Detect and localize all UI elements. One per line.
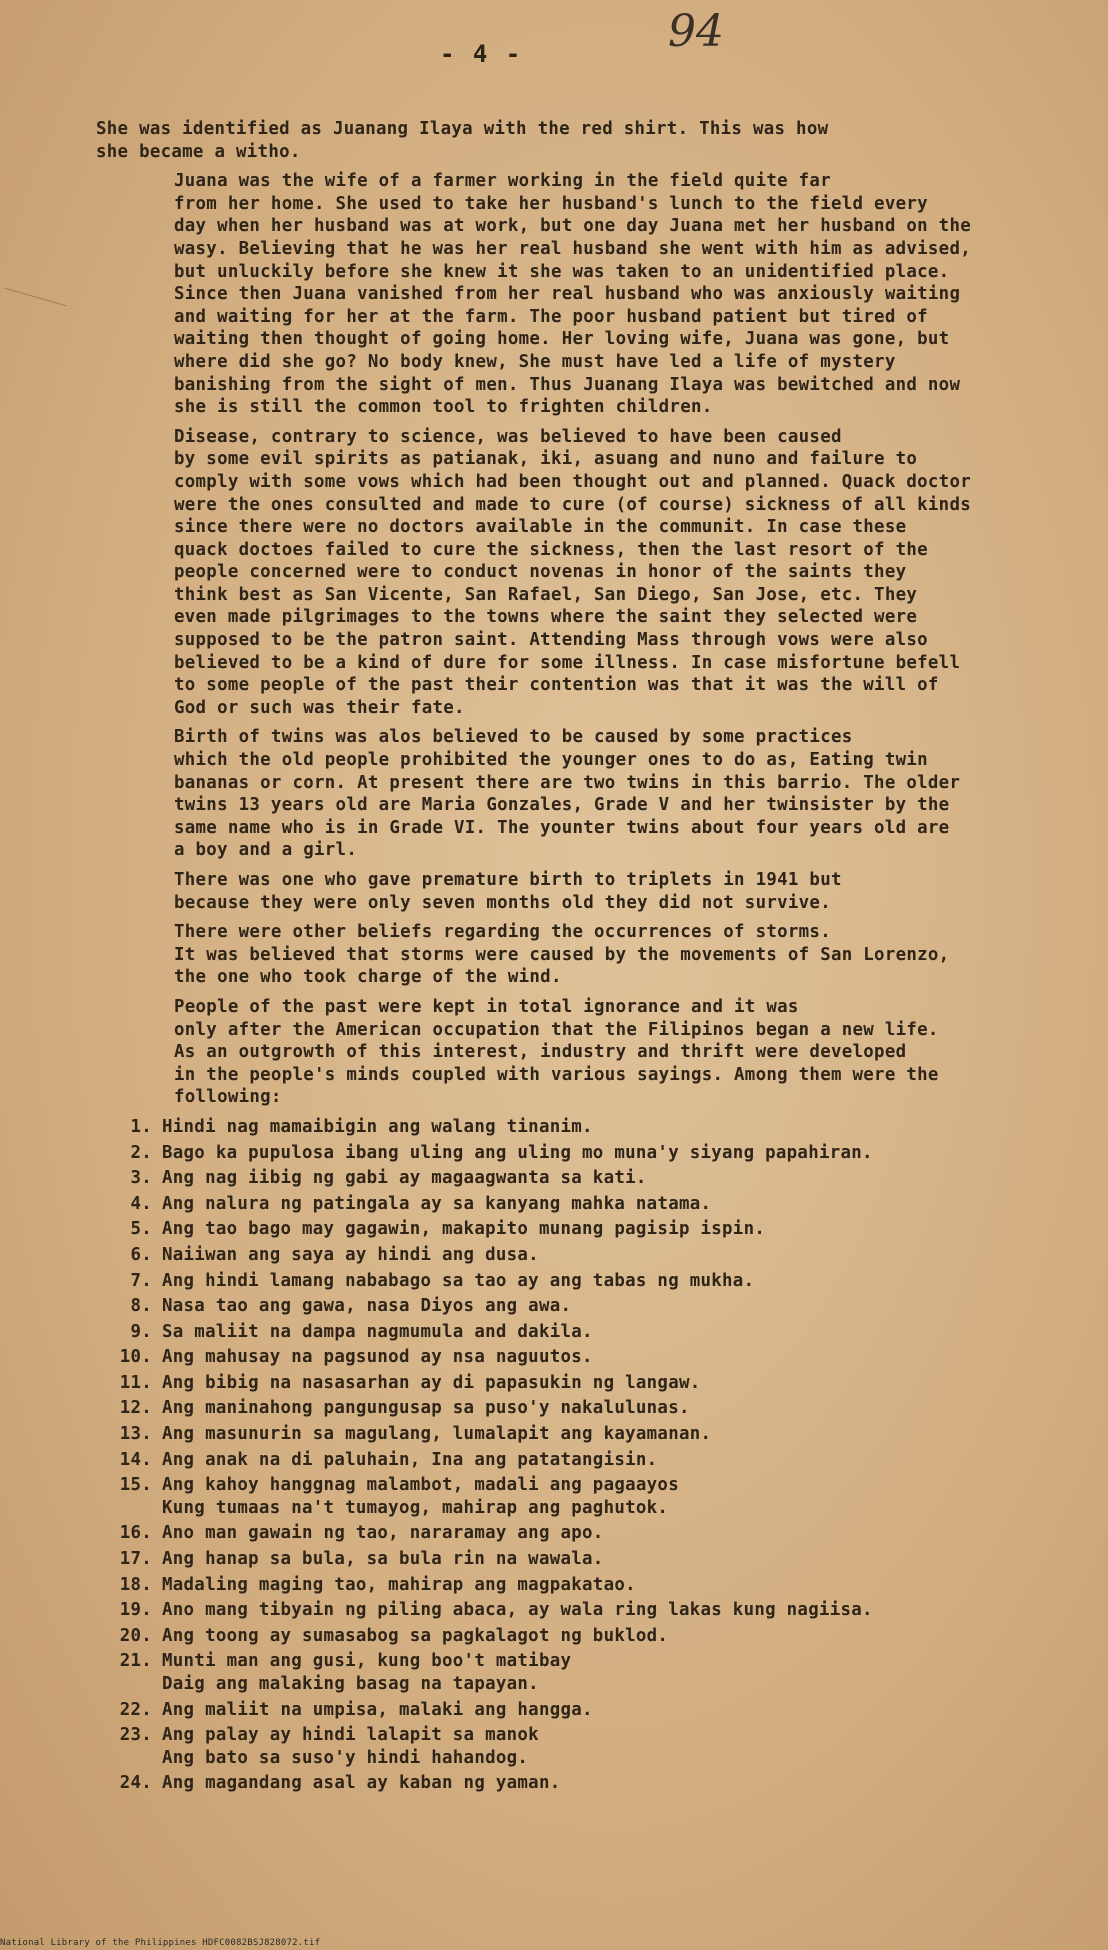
saying-text [162, 1193, 1034, 1216]
page-number: - 4 - [440, 40, 523, 68]
saying-text [162, 1574, 1034, 1597]
text-line: It was believed that storms were caused by the movements of San Lorenzo, [174, 944, 950, 965]
saying-line: Bago ka pupulosa ibang uling ang uling mo muna'y siyang papahiran. [162, 1142, 873, 1163]
saying-item [96, 1599, 1034, 1622]
saying-text [162, 1724, 1034, 1769]
text-line: she is still the common tool to frighten children. [174, 397, 713, 418]
saying-text [162, 1295, 1034, 1318]
saying-number: 8. [130, 1296, 152, 1317]
text-line: a boy and a girl. [174, 840, 358, 861]
text-line: As an outgrowth of this interest, industry and thrift were developed [174, 1042, 907, 1063]
saying-line: Ang bibig na nasasarhan ay di papasukin ng langaw. [162, 1372, 701, 1393]
saying-item [96, 1423, 1034, 1446]
text-line: she became a witho. [96, 141, 301, 162]
margin-mark [0, 288, 66, 332]
text-line: people concerned were to conduct novenas in honor of the saints they [174, 562, 907, 583]
saying-number: 24. [119, 1773, 152, 1794]
saying-number: 10. [119, 1347, 152, 1368]
sayings-list [96, 1116, 1034, 1795]
saying-text [162, 1650, 1034, 1695]
saying-item [96, 1449, 1034, 1472]
text-line: Juana was the wife of a farmer working in the field quite far [174, 171, 831, 192]
saying-item [96, 1548, 1034, 1571]
saying-text [162, 1449, 1034, 1472]
text-line: Since then Juana vanished from her real husband who was anxiously waiting [174, 284, 961, 305]
text-line: Disease, contrary to science, was believed to have been caused [174, 426, 842, 447]
saying-line: Hindi nag mamaibigin ang walang tinanim. [162, 1116, 593, 1137]
text-line: think best as San Vicente, San Rafael, San Diego, San Jose, etc. They [174, 584, 918, 605]
saying-item [96, 1321, 1034, 1344]
saying-item [96, 1295, 1034, 1318]
saying-item [96, 1650, 1034, 1695]
saying-line: Ano man gawain ng tao, nararamay ang apo. [162, 1523, 604, 1544]
saying-text [162, 1270, 1034, 1293]
text-line: because they were only seven months old they did not survive. [174, 892, 831, 913]
saying-text [162, 1548, 1034, 1571]
saying-number: 2. [130, 1142, 152, 1163]
paragraph [96, 426, 1034, 720]
saying-item [96, 1193, 1034, 1216]
text-line: where did she go? No body knew, She must have led a life of mystery [174, 351, 896, 372]
saying-number: 12. [119, 1398, 152, 1419]
text-line: in the people's minds coupled with various sayings. Among them were the [174, 1064, 939, 1085]
saying-text [162, 1625, 1034, 1648]
saying-text [162, 1218, 1034, 1241]
text-line: banishing from the sight of men. Thus Juanang Ilaya was bewitched and now [174, 374, 961, 395]
saying-text [162, 1244, 1034, 1267]
text-line: same name who is in Grade VI. The younter twins about four years old are [174, 817, 950, 838]
saying-text [162, 1423, 1034, 1446]
saying-item [96, 1574, 1034, 1597]
text-line: even made pilgrimages to the towns where the saint they selected were [174, 607, 918, 628]
text-line: following: [174, 1087, 282, 1108]
saying-number: 23. [119, 1725, 152, 1746]
text-line: but unluckily before she knew it she was taken to an unidentified place. [174, 261, 950, 282]
saying-text [162, 1599, 1034, 1622]
saying-text [162, 1116, 1034, 1139]
saying-number: 11. [119, 1372, 152, 1393]
saying-number: 13. [119, 1424, 152, 1445]
saying-line: Ang anak na di paluhain, Ina ang patatangisin. [162, 1449, 658, 1470]
paragraph [96, 118, 1034, 163]
paragraph [96, 170, 1034, 419]
text-line: to some people of the past their contention was that it was the will of [174, 675, 939, 696]
saying-item [96, 1474, 1034, 1519]
text-line: twins 13 years old are Maria Gonzales, Grade V and her twinsister by the [174, 795, 950, 816]
saying-number: 1. [130, 1116, 152, 1137]
saying-item [96, 1142, 1034, 1165]
paragraph [96, 996, 1034, 1109]
text-line: wasy. Believing that he was her real husband she went with him as advised, [174, 238, 971, 259]
saying-text [162, 1397, 1034, 1420]
saying-number: 5. [130, 1219, 152, 1240]
saying-number: 9. [130, 1321, 152, 1342]
paragraph [96, 921, 1034, 989]
saying-text [162, 1372, 1034, 1395]
saying-line: Ang maliit na umpisa, malaki ang hangga. [162, 1699, 593, 1720]
saying-line: Kung tumaas na't tumayog, mahirap ang paghutok. [162, 1497, 669, 1518]
saying-number: 18. [119, 1574, 152, 1595]
text-line: since there were no doctors available in the communit. In case these [174, 517, 907, 538]
saying-line: Ang masunurin sa magulang, lumalapit ang kayamanan. [162, 1424, 712, 1445]
saying-item [96, 1346, 1034, 1369]
saying-line: Ang bato sa suso'y hindi hahandog. [162, 1747, 529, 1768]
saying-number: 14. [119, 1449, 152, 1470]
footer-source: National Library of the Philippines HDFC0082BSJ828072.tif [0, 1938, 321, 1948]
saying-line: Ang kahoy hanggnag malambot, madali ang pagaayos [162, 1475, 679, 1496]
saying-item [96, 1244, 1034, 1267]
saying-number: 16. [119, 1523, 152, 1544]
text-line: which the old people prohibited the younger ones to do as, Eating twin [174, 750, 928, 771]
saying-text [162, 1772, 1034, 1795]
saying-line: Munti man ang gusi, kung boo't matibay [162, 1651, 572, 1672]
text-line: were the ones consulted and made to cure (of course) sickness of all kinds [174, 494, 971, 515]
saying-text [162, 1321, 1034, 1344]
saying-item [96, 1724, 1034, 1769]
saying-line: Ang nalura ng patingala ay sa kanyang mahka natama. [162, 1193, 712, 1214]
text-line: quack doctoes failed to cure the sickness, then the last resort of the [174, 539, 928, 560]
saying-item [96, 1522, 1034, 1545]
text-line: Birth of twins was alos believed to be caused by some practices [174, 727, 853, 748]
saying-number: 7. [130, 1270, 152, 1291]
saying-item [96, 1167, 1034, 1190]
saying-line: Naiiwan ang saya ay hindi ang dusa. [162, 1244, 539, 1265]
saying-number: 15. [119, 1475, 152, 1496]
text-line: bananas or corn. At present there are two twins in this barrio. The older [174, 772, 961, 793]
text-line: believed to be a kind of dure for some illness. In case misfortune befell [174, 652, 961, 673]
saying-number: 20. [119, 1625, 152, 1646]
saying-item [96, 1218, 1034, 1241]
saying-line: Madaling maging tao, mahirap ang magpakatao. [162, 1574, 636, 1595]
saying-line: Sa maliit na dampa nagmumula and dakila. [162, 1321, 593, 1342]
handwritten-page-number: 94 [668, 6, 724, 57]
saying-number: 4. [130, 1193, 152, 1214]
saying-number: 17. [119, 1549, 152, 1570]
text-line: There was one who gave premature birth to triplets in 1941 but [174, 870, 842, 890]
saying-text [162, 1699, 1034, 1722]
saying-line: Ang palay ay hindi lalapit sa manok [162, 1725, 539, 1746]
text-line: People of the past were kept in total ignorance and it was [174, 996, 799, 1017]
saying-line: Ang maninahong pangungusap sa puso'y nakalulunas. [162, 1398, 690, 1419]
saying-text [162, 1522, 1034, 1545]
saying-item [96, 1625, 1034, 1648]
saying-number: 3. [130, 1168, 152, 1189]
text-line: and waiting for her at the farm. The poor husband patient but tired of [174, 306, 928, 327]
saying-item [96, 1372, 1034, 1395]
document-body [96, 118, 1034, 1798]
saying-item [96, 1116, 1034, 1139]
saying-text [162, 1346, 1034, 1369]
saying-line: Ano mang tibyain ng piling abaca, ay wala ring lakas kung nagiisa. [162, 1600, 873, 1621]
text-line: supposed to be the patron saint. Attending Mass through vows were also [174, 630, 928, 651]
saying-line: Ang toong ay sumasabog sa pagkalagot ng buklod. [162, 1625, 669, 1646]
saying-line: Ang magandang asal ay kaban ng yaman. [162, 1773, 561, 1794]
saying-line: Daig ang malaking basag na tapayan. [162, 1674, 539, 1694]
saying-item [96, 1397, 1034, 1420]
saying-line: Ang tao bago may gagawin, makapito munang pagisip ispin. [162, 1219, 766, 1240]
text-line: day when her husband was at work, but one day Juana met her husband on the [174, 216, 971, 237]
saying-line: Ang nag iibig ng gabi ay magaagwanta sa kati. [162, 1168, 647, 1189]
saying-text [162, 1167, 1034, 1190]
saying-line: Nasa tao ang gawa, nasa Diyos ang awa. [162, 1296, 572, 1317]
text-line: the one who took charge of the wind. [174, 967, 562, 988]
saying-number: 19. [119, 1600, 152, 1621]
saying-item [96, 1772, 1034, 1795]
saying-line: Ang mahusay na pagsunod ay nsa naguutos. [162, 1347, 593, 1368]
text-line: waiting then thought of going home. Her loving wife, Juana was gone, but [174, 329, 950, 350]
text-line: There were other beliefs regarding the occurrences of storms. [174, 922, 831, 943]
text-line: only after the American occupation that the Filipinos began a new life. [174, 1019, 939, 1040]
saying-line: Ang hanap sa bula, sa bula rin na wawala. [162, 1549, 604, 1570]
text-line: She was identified as Juanang Ilaya with the red shirt. This was how [96, 119, 829, 139]
paragraph [96, 869, 1034, 914]
saying-number: 6. [130, 1244, 152, 1265]
saying-text [162, 1474, 1034, 1519]
saying-item [96, 1270, 1034, 1293]
saying-number: 21. [119, 1651, 152, 1672]
saying-text [162, 1142, 1034, 1165]
text-line: comply with some vows which had been thought out and planned. Quack doctor [174, 471, 971, 492]
saying-number: 22. [119, 1699, 152, 1720]
saying-item [96, 1699, 1034, 1722]
text-line: from her home. She used to take her husband's lunch to the field every [174, 193, 928, 214]
text-line: by some evil spirits as patianak, iki, asuang and nuno and failure to [174, 449, 918, 470]
text-line: God or such was their fate. [174, 697, 465, 718]
paragraph [96, 726, 1034, 862]
saying-line: Ang hindi lamang nababago sa tao ay ang tabas ng mukha. [162, 1270, 755, 1291]
paragraphs [96, 118, 1034, 1109]
